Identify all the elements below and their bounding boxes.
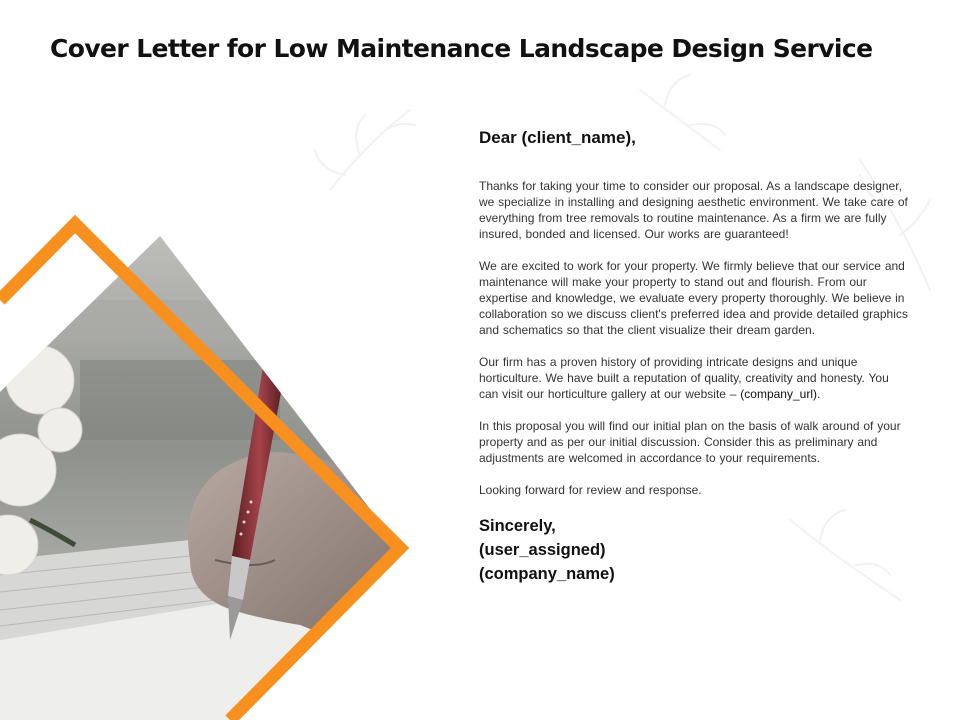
letter-paragraph: In this proposal you will find our initial plan on the basis of walk around of your property and as per our initial discussion. Consider this as preliminary and adjustments are welcomed in accordance to your requirements. bbox=[479, 419, 901, 465]
letter-paragraph: Looking forward for review and response. bbox=[479, 483, 702, 497]
company-url: (company_url) bbox=[740, 387, 817, 401]
paragraph-text: Our firm has a proven history of providing intricate designs and unique horticulture. We have built a reputation of quality, creativity and honesty. You can visit our horticulture gallery at our website – bbox=[479, 355, 889, 401]
closing-user: (user_assigned) bbox=[479, 541, 606, 559]
letter-paragraph: Thanks for taking your time to consider our proposal. As a landscape designer, we specialize in installing and designing aesthetic environment. We take care of everything from tree removals to routine maintenance. As a firm we are fully insured, bonded and licensed. Our works are guaranteed! bbox=[479, 179, 908, 241]
letter-paragraph: We are excited to work for your property. We firmly believe that our service and maintenance will make your property to stand out and flourish. From our expertise and knowledge, we evaluate every property thoroughly. We believe in collaboration so we discuss client's preferred idea and provide detailed graphics and schematics so that the client visualize their dream garden. bbox=[479, 259, 908, 337]
salutation: Dear (client_name), bbox=[479, 128, 636, 147]
letter-paragraph bbox=[479, 354, 909, 402]
cover-letter bbox=[479, 128, 909, 586]
paragraph-period: . bbox=[817, 387, 821, 401]
slide-title: Cover Letter for Low Maintenance Landscape Design Service bbox=[50, 34, 873, 63]
closing-sincerely: Sincerely, bbox=[479, 517, 556, 535]
letter-closing bbox=[479, 514, 909, 586]
closing-company: (company_name) bbox=[479, 565, 615, 583]
